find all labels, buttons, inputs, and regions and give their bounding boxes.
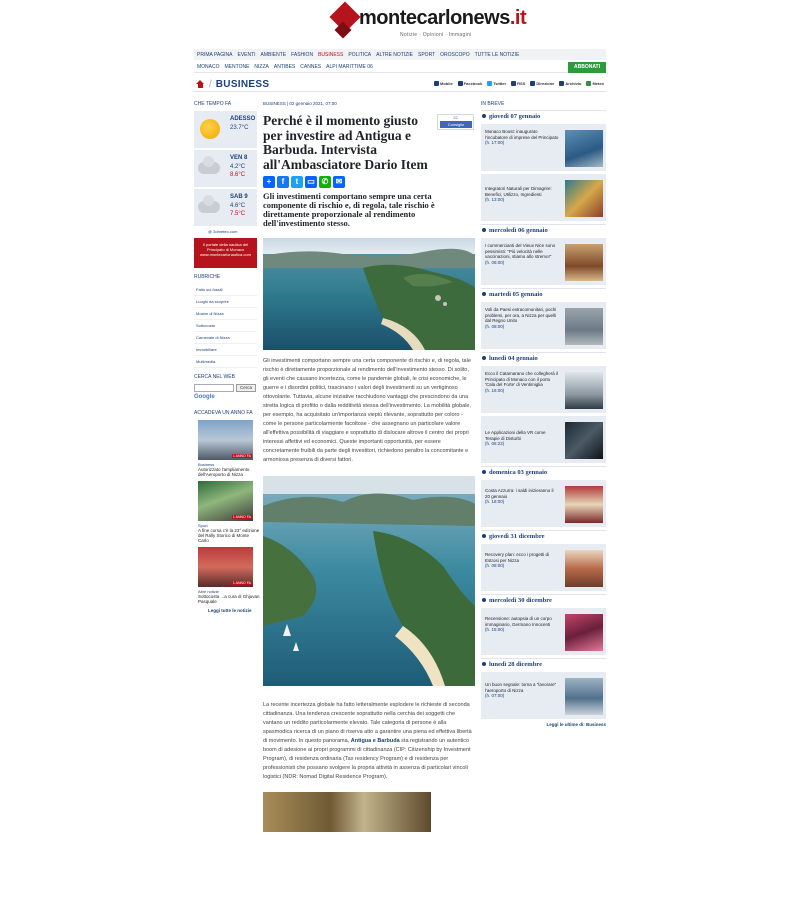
logo-text: montecarlonews.it [359, 7, 527, 29]
secondary-nav [194, 61, 606, 73]
article-image-ambassador [263, 792, 431, 832]
anno-title[interactable]: Sottocosta ...a cura di Ghjuvan Pasquale [198, 594, 260, 604]
nav-sport[interactable]: SPORT [418, 51, 436, 58]
twitter-icon [487, 81, 492, 86]
day-heading: giovedì 31 dicembre [481, 530, 606, 542]
weather-day: ADESSO [230, 116, 256, 122]
brief-title[interactable]: Integratori Naturali per Dimagrire: Benefici, Utilizzo, Ingredienti [485, 186, 552, 197]
brief-title[interactable]: I commercianti del Vieux Nice sono pessimisti: "Più velocità nelle vaccinazioni, stiamo allo stremo!" [485, 243, 556, 259]
google-logo: Google [194, 394, 215, 400]
anno-item[interactable] [198, 481, 261, 543]
brief-item[interactable] [481, 366, 606, 413]
anno-item[interactable] [198, 420, 261, 477]
brief-item[interactable] [481, 302, 606, 349]
anno-title[interactable]: A fine corsa c'è la 23° edizione del Rally Storico di Monte Carlo [198, 528, 260, 543]
anno-badge: 1 ANNO FA [232, 454, 251, 458]
facebook-icon [458, 81, 463, 86]
brief-title[interactable]: Monaco Boost: inaugurato l'incubatore di imprese del Principato [485, 129, 559, 140]
anno-category: Altre notizie [198, 589, 219, 594]
brief-item[interactable] [481, 124, 606, 171]
weather-credit[interactable]: @ 3dmeteo.com [208, 229, 238, 234]
day-heading: lunedì 04 gennaio [481, 352, 606, 364]
brief-title[interactable]: Voli da Paesi extracomunitari, pochi problemi, per ora, a Nizza per quelli dal Regno Unito [485, 307, 557, 323]
rubriche-list [194, 284, 257, 368]
day-heading: giovedì 07 gennaio [481, 110, 606, 122]
search-input[interactable] [194, 384, 234, 392]
search-icon [559, 81, 564, 86]
search-heading: CERCA NEL WEB [194, 374, 235, 380]
brief-time: (h. 13:00) [485, 197, 505, 202]
search-button[interactable]: Cerca [236, 384, 256, 392]
nav-fashion[interactable]: FASHION [291, 51, 314, 58]
anno-image [198, 420, 253, 460]
section-bar [194, 77, 606, 92]
archivio-link[interactable]: Archivio [559, 81, 581, 86]
brief-time: (h. 17:00) [485, 140, 505, 145]
brief-time: (h. 07:00) [485, 693, 505, 698]
day-heading: lunedì 28 dicembre [481, 658, 606, 670]
rubrica-link[interactable]: Fatto sui fossili [194, 284, 257, 296]
direzione-link[interactable]: Direzione [530, 81, 554, 86]
antigua-link[interactable]: Antigua e Barbuda [350, 738, 400, 744]
facebook-like-box[interactable] [437, 114, 474, 130]
day-heading: domenica 03 gennaio [481, 466, 606, 478]
facebook-link[interactable]: Facebook [458, 81, 483, 86]
anno-heading: ACCADEVA UN ANNO FA [194, 410, 253, 416]
sun-icon [200, 119, 220, 139]
day-heading: martedì 05 gennaio [481, 288, 606, 300]
cloud-icon [198, 162, 220, 174]
nav-monaco[interactable]: MONACO [197, 63, 220, 70]
left-sidebar [194, 101, 260, 613]
anno-badge: 1 ANNO FA [232, 515, 251, 519]
mail-icon [530, 81, 535, 86]
in-breve-heading: IN BREVE [481, 101, 505, 107]
brief-image [565, 372, 603, 409]
nav-nizza[interactable]: NIZZA [254, 63, 269, 70]
nav-altre-notizie[interactable]: ALTRE NOTIZIE [376, 51, 414, 58]
day-heading: mercoledì 30 dicembre [481, 594, 606, 606]
anno-badge: 1 ANNO FA [232, 581, 251, 585]
brief-image [565, 486, 603, 523]
breadcrumb-separator: / [209, 78, 212, 90]
rss-link[interactable]: RSS [511, 81, 525, 86]
read-all-link[interactable]: Leggi tutte le notizie [208, 608, 252, 613]
share-facebook-icon[interactable]: f [277, 176, 289, 188]
nav-mentone[interactable]: MENTONE [224, 63, 250, 70]
brief-title[interactable]: Un buon segnale: torna a "lavorare" l'aeroporto di Nizza [485, 682, 557, 693]
nav-antibes[interactable]: ANTIBES [273, 63, 296, 70]
share-email-icon[interactable]: ✉ [333, 176, 345, 188]
brief-time: (h. 06:22) [485, 441, 505, 446]
rubrica-link[interactable]: Multimedia [194, 356, 257, 368]
nautica-banner[interactable]: Il portale della nautica del Principato di Monaco www.montecarlonautica.com [194, 238, 257, 268]
weather-now [194, 111, 257, 148]
weather-min-temp: 4.2°C [230, 164, 246, 170]
logo-tagline: Notizie · Opinioni · Immagini [400, 32, 472, 38]
anno-title[interactable]: Autorizzato l'ampliamento dell'Aeroporto di Nizza [198, 467, 250, 477]
brief-item[interactable] [481, 416, 606, 463]
brief-title[interactable]: Recensione: autopsia di un corpo immaginario, Germano Innocenti [485, 616, 552, 627]
twitter-link[interactable]: Twitter [487, 81, 506, 86]
article-paragraph-1: Gli investimenti comportano sempre una certa componente di rischio e, di regola, tale rischio è direttamente proporzionale al rendimento dell'investimento stesso. Di solito, gli eventi che causano incertezza, come le pandemie globali, le crisi economiche, le guerre e i disordini politici, trascinano i valori degli investimenti su un vertiginoso ottovolante. Tuttavia, alcune iniziative racchiudono vantaggi che prescindono da una stretta logica di profitto o dalla redditività stessa dell'investimento. La mobilità globale, per esempio, ha acquisitato un'importanza viepiù rilevante, soprattutto per coloro - come le persone particolarmente facoltose - che assegnano un particolare valore all'effettiva possibilità di viaggiare e soprattutto di dislocare altrove il centro dei propri interessi affettivi ed economici. Queste importanti opportunità, per essere concretamente fruibili da parte degli investitori, richiedono peraltro la concomitante e armoniosa presenza di diversi fattori. [263, 358, 472, 463]
section-title[interactable]: BUSINESS [215, 78, 270, 90]
brief-image [565, 550, 603, 587]
brief-image [565, 180, 603, 217]
section-links [434, 81, 604, 86]
nav-business[interactable]: BUSINESS [318, 51, 344, 58]
brief-image [565, 422, 603, 459]
brief-time: (h. 16:00) [485, 387, 505, 393]
weather-temp: 23.7°C [230, 125, 249, 131]
anno-image [198, 547, 253, 587]
mobile-icon [434, 81, 439, 86]
brief-image [565, 614, 603, 651]
primary-nav [194, 49, 606, 60]
nav-cannes[interactable]: CANNES [300, 63, 322, 70]
anno-category: Business [198, 462, 215, 467]
brief-time: (h. 08:00) [485, 259, 505, 265]
brief-time: (h. 08:00) [485, 563, 505, 568]
rubrica-link[interactable]: Sottocosta [194, 320, 257, 332]
rubrica-link[interactable]: Luoghi da scoprire [194, 296, 257, 308]
brief-title[interactable]: Costa Azzurra: i saldi inizieranno il 20 gennaio [485, 488, 554, 499]
share-addtoany-icon[interactable]: + [263, 176, 275, 188]
brief-image [565, 678, 603, 715]
weather-heading: CHE TEMPO FA [194, 101, 232, 107]
article-subtitle: Gli investimenti comportano sempre una certa componente di rischio e, di regola, tale rischio è direttamente proporzionale al rendimento dell'investimento stesso. [263, 191, 435, 228]
subscribe-button[interactable]: ABBONATI [568, 62, 606, 73]
nav-ambiente[interactable]: AMBIENTE [260, 51, 287, 58]
nav-prima-pagina[interactable]: PRIMA PAGINA [197, 51, 233, 58]
brief-item[interactable] [481, 608, 606, 655]
weather-day: SAB 9 [230, 194, 248, 200]
day-heading: mercoledì 06 gennaio [481, 224, 606, 236]
right-sidebar [481, 101, 606, 727]
brief-item[interactable] [481, 544, 606, 591]
home-icon[interactable] [196, 80, 205, 88]
brief-item[interactable] [481, 672, 606, 719]
web-search [194, 374, 257, 400]
share-twitter-icon[interactable]: t [291, 176, 303, 188]
like-button[interactable]: Consiglio [440, 121, 472, 128]
brief-title[interactable]: Le Applicazioni della VR come Terapie di Disturbi [485, 430, 546, 441]
meteo-link[interactable]: Meteo [586, 81, 604, 86]
weather-max-temp: 8.6°C [230, 172, 246, 178]
brief-image [565, 244, 603, 281]
share-buttons [263, 176, 475, 188]
brief-item[interactable] [481, 238, 606, 285]
article-meta: BUSINESS | 02 gennaio 2021, 07:00 [263, 101, 337, 106]
read-latest-link[interactable]: Leggi le ultime di: Business [546, 722, 606, 727]
article-image-aerial [263, 238, 475, 350]
paragraph-text: La recente incertezza globale ha fatto letteralmente esplodere le richieste di seconda cittadinanza. Una tendenza crescente soprattutto nella cerchia dei soggetti che vantano un reddito particolarmente elevato. Tale categoria di persone è alla spasmodica ricerca di un piano di riserva atto a garantire una piena ed effettiva libertà di movimento. In questo panorama, [263, 702, 472, 744]
like-count: 22 [453, 115, 458, 120]
nav-eventi[interactable]: EVENTI [237, 51, 256, 58]
brief-item[interactable] [481, 480, 606, 527]
nav-alpi-marittime[interactable]: ALPI MARITTIME 06 [326, 63, 373, 70]
rubrica-link[interactable]: Mostre di Nizza [194, 308, 257, 320]
brief-time: (h. 18:00) [485, 499, 505, 504]
weather-icon [586, 81, 591, 86]
weather-fri [194, 150, 257, 187]
weather-min-temp: 4.6°C [230, 203, 246, 209]
weather-max-temp: 7.5°C [230, 211, 246, 217]
cloud-icon [198, 201, 220, 213]
anno-image [198, 481, 253, 521]
article [263, 101, 475, 832]
article-headline: Perché è il momento giusto per investire ad Antigua e Barbuda. Intervista all'Ambasciatore Dario Item [263, 113, 428, 172]
share-print-icon[interactable]: ▭ [305, 176, 317, 188]
anno-category: Sport [198, 523, 208, 528]
article-paragraph-2 [263, 701, 475, 782]
share-whatsapp-icon[interactable]: ✆ [319, 176, 331, 188]
nav-politica[interactable]: POLITICA [348, 51, 372, 58]
rss-icon [511, 81, 516, 86]
rubrica-link[interactable]: Carnevale di Nizza [194, 332, 257, 344]
rubrica-link[interactable]: Immobiliare [194, 344, 257, 356]
rubriche-heading: RUBRICHE [194, 274, 221, 280]
anno-item[interactable] [198, 547, 261, 604]
site-logo[interactable] [328, 2, 527, 46]
brief-image [565, 308, 603, 345]
brief-title[interactable]: Recovery plan: ecco i progetti di Estrosi per Nizza [485, 552, 550, 563]
nav-oroscopo[interactable]: OROSCOPO [440, 51, 470, 58]
brief-image [565, 130, 603, 167]
paragraph-text: sta registrando un autentico boom di adesione ai propri programmi di cittadinanza (CIP: Citizenship by Investment Program), di residenza ordinaria (Tax residency Program) e di residenza per professionisti che possano svolgere la propria attività in assenza di particolari vincoli logistici (NDR: Nomad Digital Residence Program). [263, 738, 471, 780]
brief-time: (h. 15:00) [485, 627, 505, 632]
brief-item[interactable] [481, 174, 606, 221]
brief-title[interactable]: Ecco il Catamarano che collegherà il Principato di Monaco con il porto 'Cala del Forte' di Ventimiglia [485, 371, 559, 387]
article-image-harbour [263, 476, 475, 686]
mobile-link[interactable]: Mobile [434, 81, 453, 86]
brief-time: (h. 08:00) [485, 323, 505, 329]
nav-tutte-le-notizie[interactable]: TUTTE LE NOTIZIE [474, 51, 520, 58]
weather-day: VEN 8 [230, 155, 248, 161]
weather-sat [194, 189, 257, 226]
